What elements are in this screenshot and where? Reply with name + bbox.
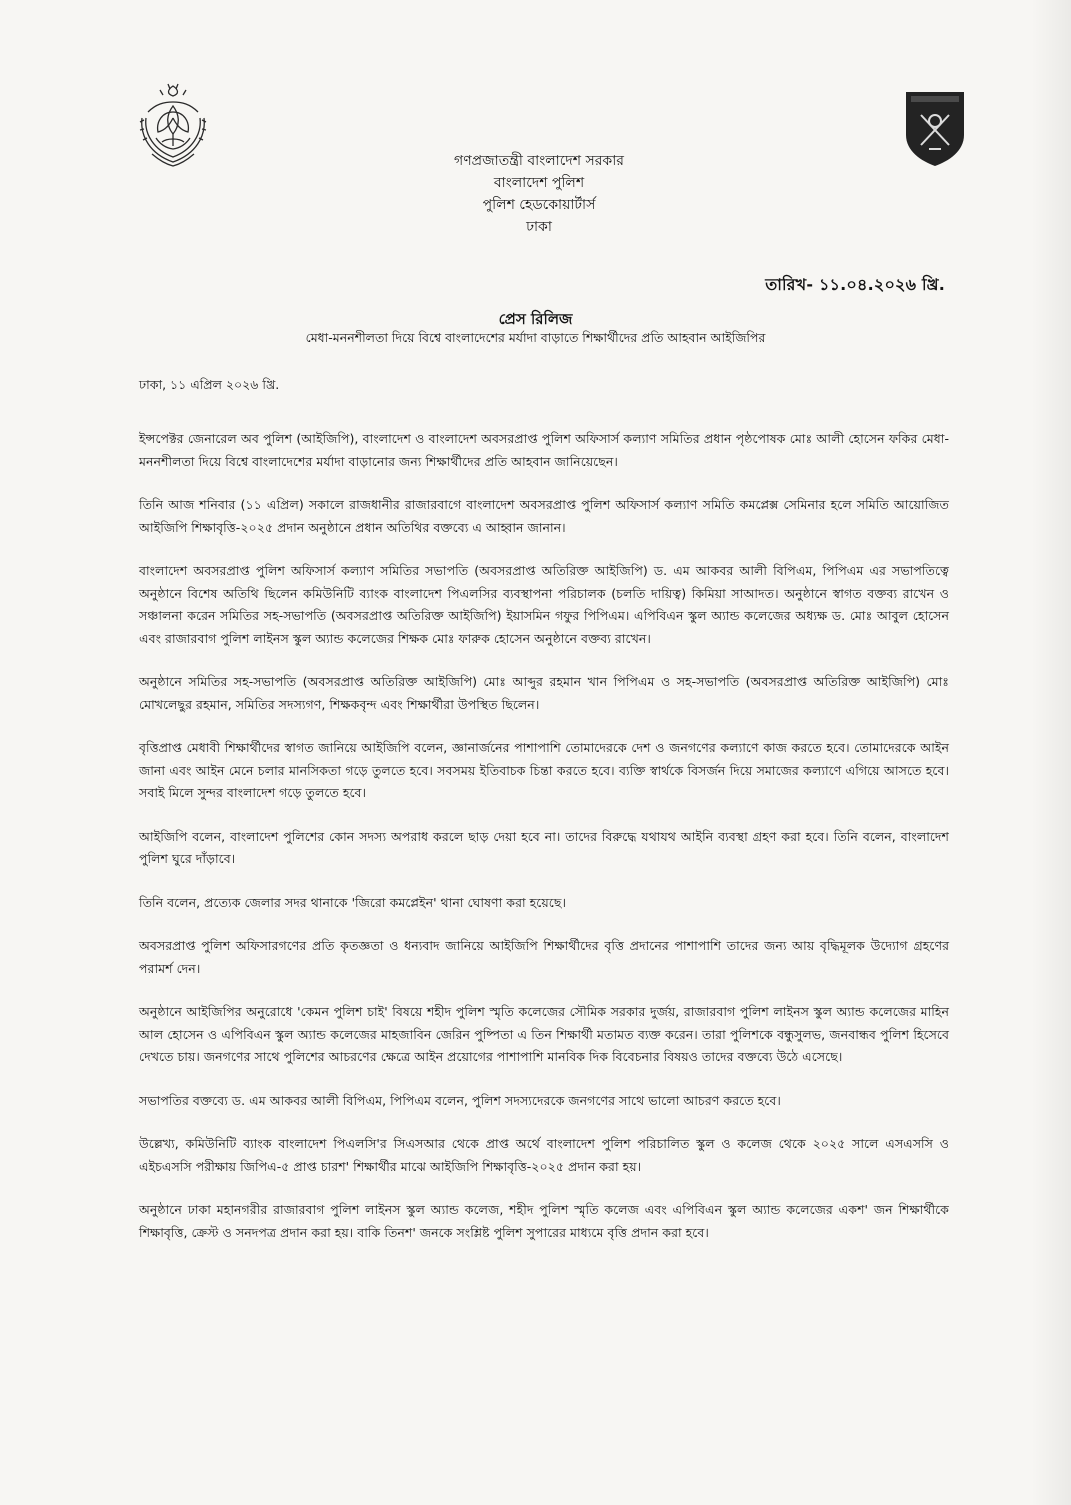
body-paragraph: অবসরপ্রাপ্ত পুলিশ অফিসারগণের প্রতি কৃতজ্ঞতা ও ধন্যবাদ জানিয়ে আইজিপি শিক্ষার্থীদের বৃত্তি প্রদানের পাশাপাশি তাদের জন্য আয় বৃদ্ধিমূলক উদ্যোগ গ্রহণের পরামর্শ দেন। [139, 938, 949, 976]
press-release-body [139, 428, 949, 1265]
office-name: পুলিশ হেডকোয়ার্টার্স [482, 197, 596, 213]
document-subtitle: মেধা-মননশীলতা দিয়ে বিশ্বে বাংলাদেশের মর্যাদা বাড়াতে শিক্ষার্থীদের প্রতি আহবান আইজিপির [305, 330, 766, 345]
letterhead [385, 150, 693, 238]
body-paragraph: অনুষ্ঠানে সমিতির সহ-সভাপতি (অবসরপ্রাপ্ত অতিরিক্ত আইজিপি) মোঃ আব্দুর রহমান খান পিপিএম ও সহ-সভাপতি (অবসরপ্রাপ্ত অতিরিক্ত আইজিপি) মোঃ মোখলেছুর রহমান, সমিতির সদস্যগণ, শিক্ষকবৃন্দ এবং শিক্ষার্থীরা উপস্থিত ছিলেন। [139, 674, 949, 712]
police-emblem-icon [134, 82, 212, 168]
body-paragraph: উল্লেখ্য, কমিউনিটি ব্যাংক বাংলাদেশ পিএলসি'র সিএসআর থেকে প্রাপ্ত অর্থে বাংলাদেশ পুলিশ পরিচালিত স্কুল ও কলেজ থেকে ২০২৫ সালে এসএসসি ও এইচএসসি পরীক্ষায় জিপিএ-৫ প্রাপ্ত চারশ' শিক্ষার্থীর মাঝে আইজিপি শিক্ষাবৃত্তি-২০২৫ প্রদান করা হয়। [139, 1136, 949, 1174]
document-title: প্রেস রিলিজ [498, 310, 573, 328]
body-paragraph: তিনি আজ শনিবার (১১ এপ্রিল) সকালে রাজধানীর রাজারবাগে বাংলাদেশ অবসরপ্রাপ্ত পুলিশ অফিসার্স কল্যাণ সমিতি কমপ্লেক্স সেমিনার হলে সমিতি আয়োজিত আইজিপি শিক্ষাবৃত্তি-২০২৫ প্রদান অনুষ্ঠানে প্রধান অতিথির বক্তব্যে এ আহ্বান জানান। [139, 497, 949, 535]
dateline: ঢাকা, ১১ এপ্রিল ২০২৬ খ্রি. [139, 377, 280, 392]
body-paragraph: অনুষ্ঠানে আইজিপির অনুরোধে 'কেমন পুলিশ চাই' বিষয়ে শহীদ পুলিশ স্মৃতি কলেজের সৌমিক সরকার দুর্জয়, রাজারবাগ পুলিশ লাইনস স্কুল অ্যান্ড কলেজের মাহিন আল হোসেন ও এপিবিএন স্কুল অ্যান্ড কলেজের মাহজাবিন জেরিন পুষ্পিতা এ তিন শিক্ষার্থী মতামত ব্যক্ত করেন। তারা পুলিশকে বন্ধুসুলভ, জনবান্ধব পুলিশ হিসেবে দেখতে চায়। জনগণের সাথে পুলিশের আচরণের ক্ষেত্রে আইন প্রয়োগের পাশাপাশি মানবিক দিক বিবেচনার বিষয়ও তাদের বক্তব্যে উঠে এসেছে। [139, 1004, 949, 1064]
body-paragraph: অনুষ্ঠানে ঢাকা মহানগরীর রাজারবাগ পুলিশ লাইনস স্কুল অ্যান্ড কলেজ, শহীদ পুলিশ স্মৃতি কলেজ এবং এপিবিএন স্কুল অ্যান্ড কলেজের একশ' জন শিক্ষার্থীকে শিক্ষাবৃত্তি, ক্রেস্ট ও সনদপত্র প্রদান করা হয়। বাকি তিনশ' জনকে সংশ্লিষ্ট পুলিশ সুপারের মাধ্যমে বৃত্তি প্রদান করা হবে। [139, 1202, 949, 1240]
release-date: তারিখ- ১১.০৪.২০২৬ খ্রি. [765, 275, 945, 294]
body-paragraph: বাংলাদেশ অবসরপ্রাপ্ত পুলিশ অফিসার্স কল্যাণ সমিতির সভাপতি (অবসরপ্রাপ্ত অতিরিক্ত আইজিপি) ড. এম আকবর আলী বিপিএম, পিপিএম এর সভাপতিত্বে অনুষ্ঠানে বিশেষ অতিথি ছিলেন কমিউনিটি ব্যাংক বাংলাদেশ পিএলসির ব্যবস্থাপনা পরিচালক (চলতি দায়িত্ব) কিমিয়া সাআদত। অনুষ্ঠানে স্বাগত বক্তব্য রাখেন ও সঞ্চালনা করেন সমিতির সহ-সভাপতি (অবসরপ্রাপ্ত অতিরিক্ত আইজিপি) ইয়াসমিন গফুর পিপিএম। এপিবিএন স্কুল অ্যান্ড কলেজের অধ্যক্ষ ড. মোঃ আবুল হোসেন এবং রাজারবাগ পুলিশ লাইনস স্কুল অ্যান্ড কলেজের শিক্ষক মোঃ ফারুক হোসেন অনুষ্ঠানে বক্তব্য রাখেন। [139, 563, 949, 646]
government-name: গণপ্রজাতন্ত্রী বাংলাদেশ সরকার [454, 153, 624, 169]
department-name: বাংলাদেশ পুলিশ [493, 175, 585, 191]
badge-emblem-icon [905, 91, 965, 167]
body-paragraph: ইন্সপেক্টর জেনারেল অব পুলিশ (আইজিপি), বাংলাদেশ ও বাংলাদেশ অবসরপ্রাপ্ত পুলিশ অফিসার্স কল্যাণ সমিতির প্রধান পৃষ্ঠপোষক মোঃ আলী হোসেন ফকির মেধা-মননশীলতা দিয়ে বিশ্বে বাংলাদেশের মর্যাদা বাড়ানোর জন্য শিক্ষার্থীদের প্রতি আহবান জানিয়েছেন। [139, 431, 949, 469]
city-name: ঢাকা [526, 219, 552, 235]
body-paragraph: আইজিপি বলেন, বাংলাদেশ পুলিশের কোন সদস্য অপরাধ করলে ছাড় দেয়া হবে না। তাদের বিরুদ্ধে যথাযথ আইনি ব্যবস্থা গ্রহণ করা হবে। তিনি বলেন, বাংলাদেশ পুলিশ ঘুরে দাঁড়াবে। [139, 828, 949, 866]
body-paragraph: বৃত্তিপ্রাপ্ত মেধাবী শিক্ষার্থীদের স্বাগত জানিয়ে আইজিপি বলেন, জ্ঞানার্জনের পাশাপাশি তোমাদেরকে দেশ ও জনগণের কল্যাণে কাজ করতে হবে। তোমাদেরকে আইন জানা এবং আইন মেনে চলার মানসিকতা গড়ে তুলতে হবে। সবসময় ইতিবাচক চিন্তা করতে হবে। ব্যক্তি স্বার্থকে বিসর্জন দিয়ে সমাজের কল্যাণে এগিয়ে আসতে হবে। সবাই মিলে সুন্দর বাংলাদেশ গড়ে তুলতে হবে। [139, 740, 949, 800]
body-paragraph: তিনি বলেন, প্রত্যেক জেলার সদর থানাকে 'জিরো কমপ্লেইন' থানা ঘোষণা করা হয়েছে। [139, 894, 566, 910]
body-paragraph: সভাপতির বক্তব্যে ড. এম আকবর আলী বিপিএম, পিপিএম বলেন, পুলিশ সদস্যদেরকে জনগণের সাথে ভালো আচরণ করতে হবে। [139, 1092, 781, 1108]
paper-edge-shadow [1031, 0, 1071, 1505]
